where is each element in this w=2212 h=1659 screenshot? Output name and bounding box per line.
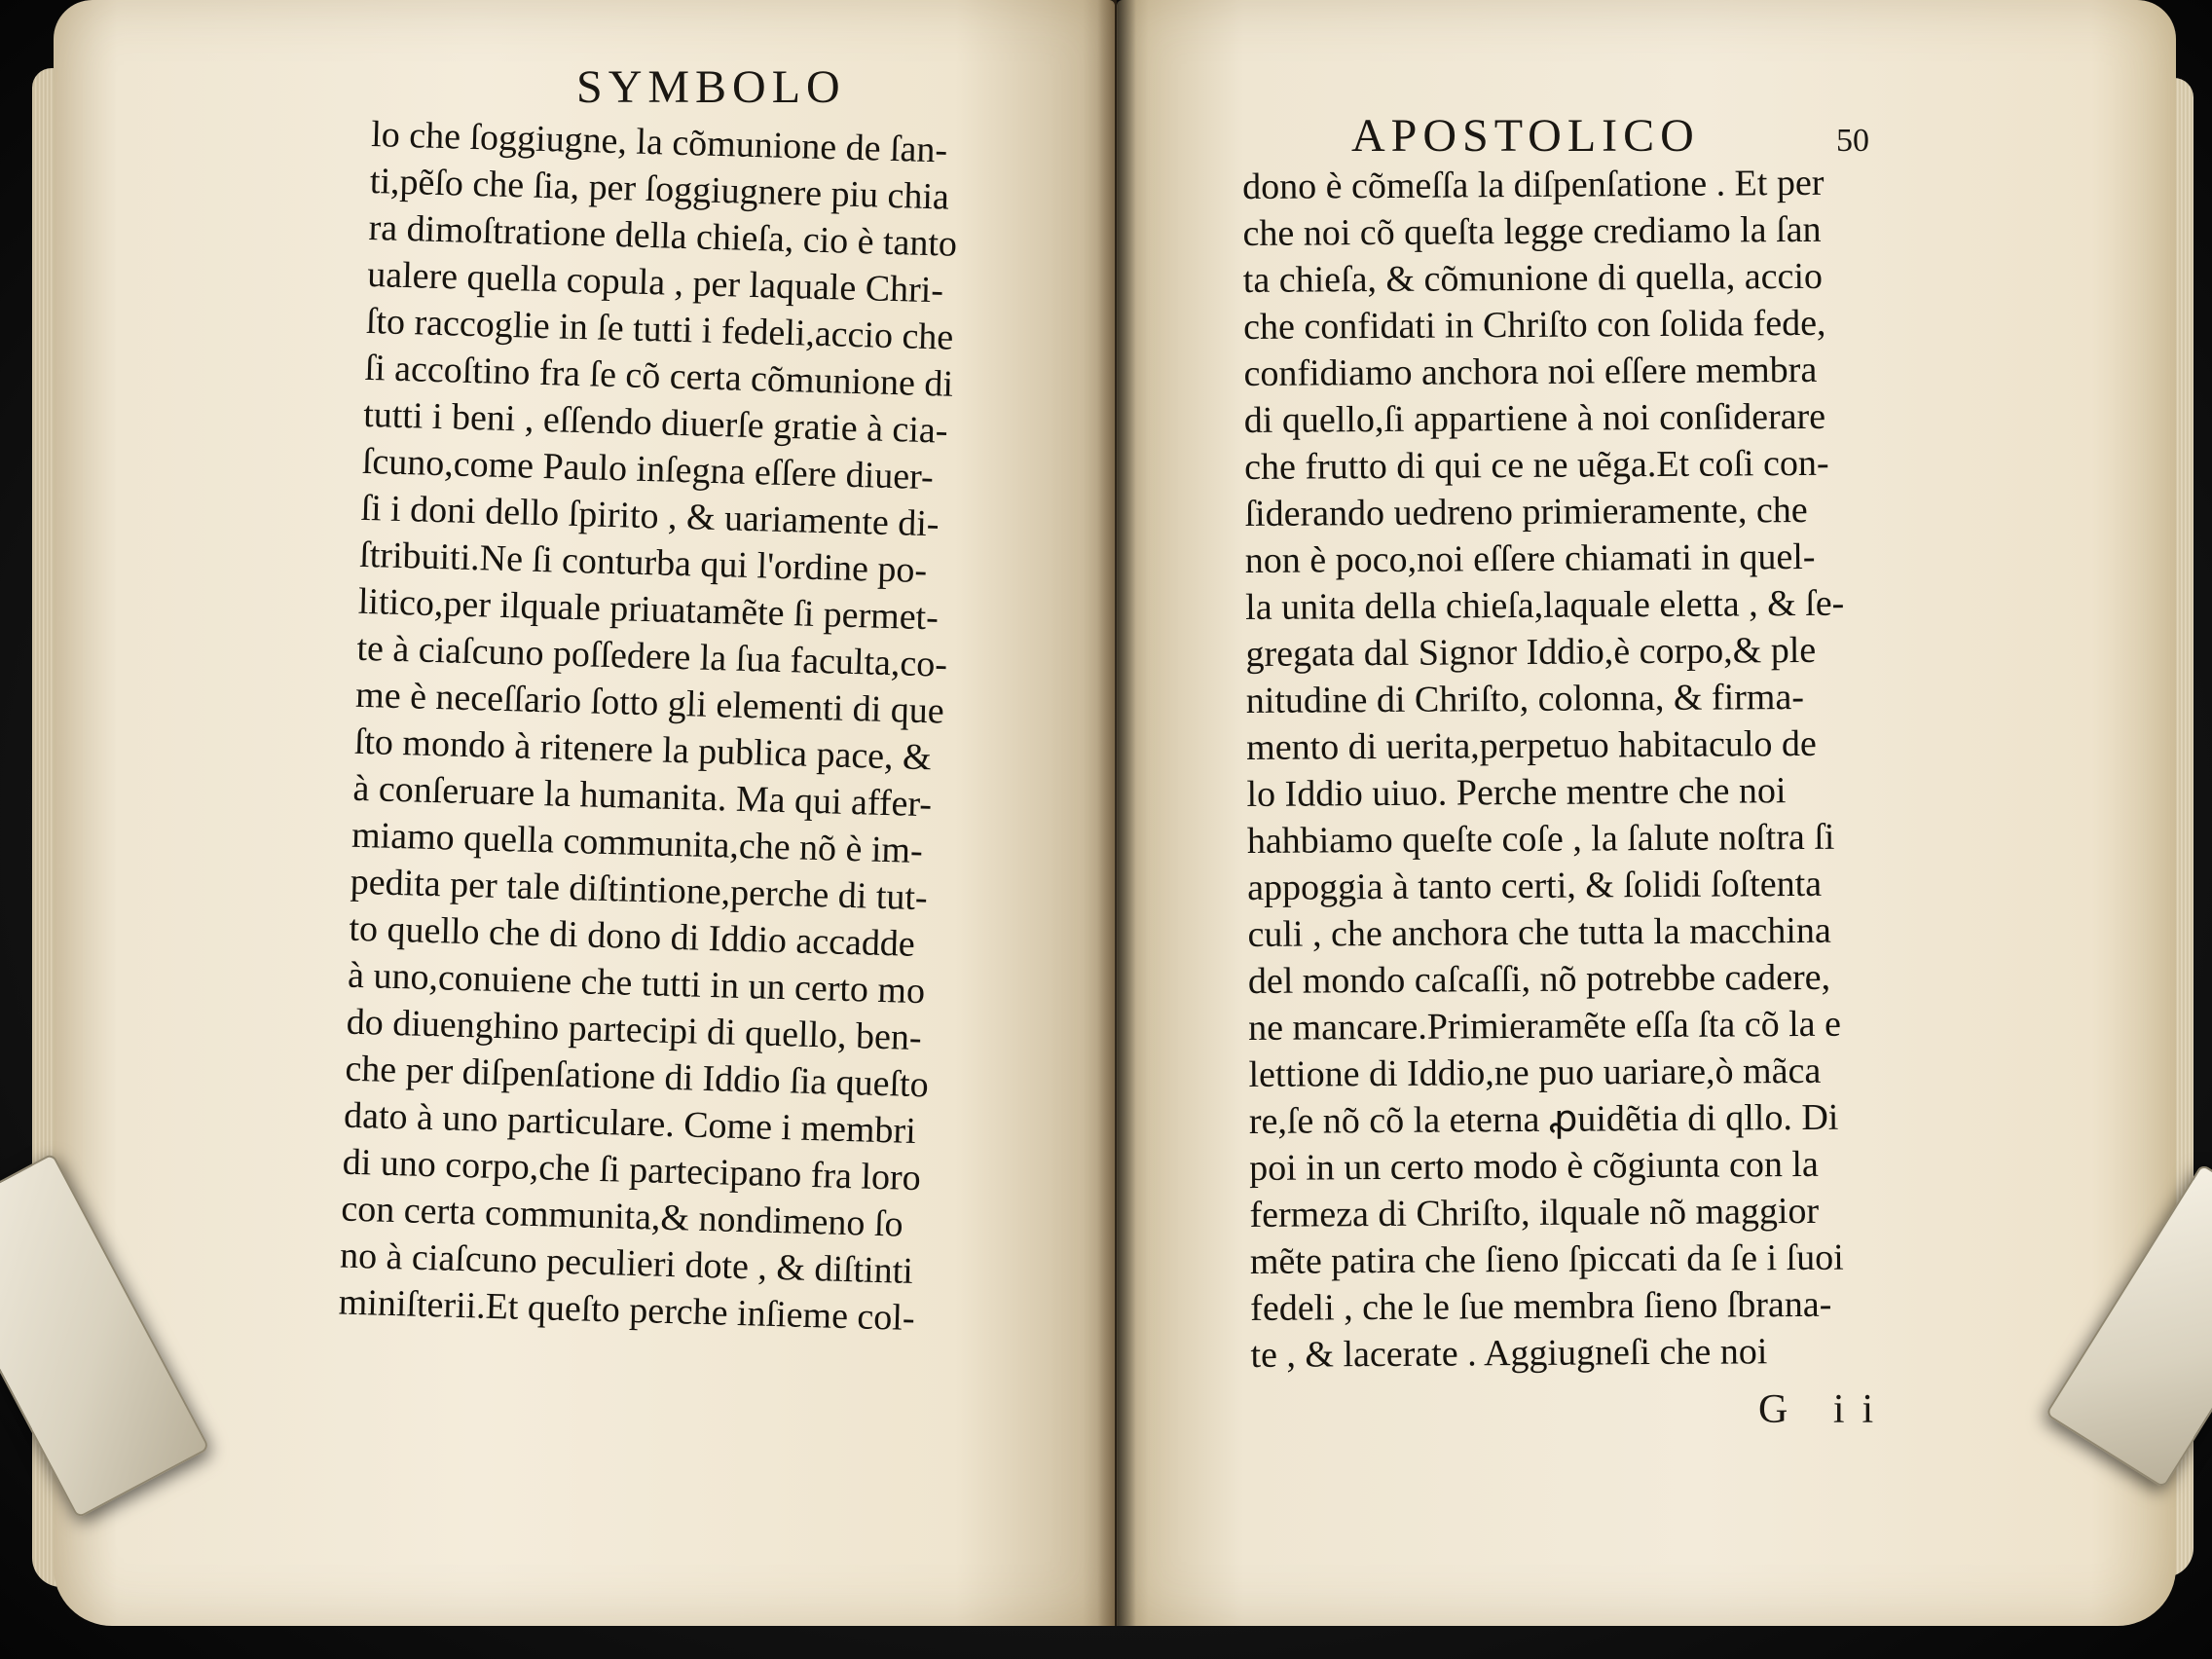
text-line: no à ciaſcuno peculieri dote , & diſtinti — [339, 1235, 914, 1292]
text-line: ualere quella copula , per laquale Chri- — [366, 253, 944, 312]
text-line: ſiderando uedreno primieramente, che — [1244, 489, 1808, 535]
text-line: del mondo caſcaſſi, nõ potrebbe cadere, — [1247, 956, 1831, 1002]
text-line: litico,per ilquale priuatamẽte ſi permet- — [357, 580, 940, 639]
left-running-head: SYMBOLO — [576, 61, 846, 113]
text-line: ſto raccoglie in ſe tutti i fedeli,accio che — [365, 300, 954, 358]
text-line: mẽte patira che ſieno ſpiccati da ſe i ſuoi — [1249, 1236, 1844, 1282]
text-line: re,ſe nõ cõ la eterna ꝓuidẽtia di qllo. Di — [1248, 1096, 1839, 1142]
text-line: to quello che di dono di Iddio accadde — [348, 907, 916, 965]
text-line: culi , che anchora che tutta la macchina — [1247, 909, 1831, 955]
page-number: 50 — [1836, 123, 1869, 159]
text-line: tutti i beni , eſſendo diuerſe gratie à cia- — [362, 393, 949, 452]
book-gutter — [1097, 0, 1136, 1626]
text-line: lo che ſoggiugne, la cõmunione de ſan- — [370, 113, 948, 171]
text-line: miamo quella communita,che nõ è im- — [350, 814, 924, 872]
text-line: non è poco,noi eſſere chiamati in quel- — [1244, 535, 1816, 581]
text-line: poi in un certo modo è cõgiunta con la — [1249, 1143, 1819, 1189]
left-page-text — [338, 111, 962, 1342]
text-line: che frutto di qui ce ne uẽga.Et coſi con- — [1244, 442, 1829, 488]
text-line: di uno corpo,che ſi partecipano fra loro — [342, 1141, 922, 1199]
text-line: ti,pẽſo che ſia, per ſoggiugnere piu chia — [369, 160, 950, 218]
text-line: dono è cõmeſſa la diſpenſatione . Et per — [1242, 162, 1825, 207]
text-line: confidiamo anchora noi eſſere membra — [1243, 349, 1818, 394]
text-line: ſto mondo à ritenere la publica pace, & — [353, 720, 933, 779]
text-line: con certa communita,& nondimeno ſo — [340, 1188, 904, 1245]
text-line: ſi accoſtino fra ſe cõ certa cõmunione di — [364, 347, 954, 405]
text-line: fedeli , che le ſue membra ſieno ſbrana- — [1250, 1283, 1832, 1329]
text-line: ta chieſa, & cõmunione di quella, accio — [1242, 255, 1824, 301]
text-line: à uno,conuiene che tutti in un certo mo — [347, 954, 926, 1013]
right-page-text — [1242, 160, 1850, 1379]
text-line: che per diſpenſatione di Iddio ſia queſto — [344, 1048, 930, 1106]
text-line: ſtribuiti.Ne ſi conturba qui l'ordine po- — [358, 534, 928, 592]
text-line: pedita per tale diſtintione,perche di tut- — [350, 861, 929, 919]
text-line: che confidati in Chriſto con ſolida fede, — [1243, 302, 1826, 348]
text-line: la unita della chieſa,laquale eletta , & ſe- — [1245, 582, 1845, 628]
text-line: ne mancare.Primieramẽte eſſa ſta cõ la e — [1248, 1003, 1842, 1049]
text-line: gregata dal Signor Iddio,è corpo,& ple — [1245, 629, 1817, 675]
text-line: di quello,ſi appartiene à noi conſiderare — [1243, 395, 1826, 441]
text-line: ra dimoſtratione della chieſa, cio è tanto — [368, 206, 958, 265]
text-line: hahbiamo queſte coſe , la ſalute noſtra ſi — [1246, 816, 1835, 862]
text-line: te , & lacerate . Aggiugneſi che noi — [1250, 1331, 1768, 1376]
right-running-head: APOSTOLICO — [1351, 110, 1700, 162]
text-line: che noi cõ queſta legge crediamo la ſan — [1242, 208, 1822, 254]
text-line: lettione di Iddio,ne puo uariare,ò mãca — [1248, 1050, 1822, 1095]
text-line: ſcuno,come Paulo inſegna eſſere diuer- — [361, 440, 935, 498]
text-line: appoggia à tanto certi, & ſolidi ſoſtenta — [1247, 863, 1823, 908]
text-line: te à ciaſcuno poſſedere la ſua faculta,co- — [356, 627, 948, 685]
text-line: mento di uerita,perpetuo habitaculo de — [1246, 722, 1817, 768]
text-line: nitudine di Chriſto, colonna, & firma- — [1245, 676, 1805, 721]
text-line: do diuenghino partecipi di quello, ben- — [346, 1001, 923, 1059]
signature-mark: G ii — [1758, 1387, 1892, 1432]
text-line: ſi i doni dello ſpirito , & uariamente di- — [360, 487, 940, 545]
text-line: lo Iddio uiuo. Perche mentre che noi — [1246, 770, 1787, 815]
text-line: dato à uno particulare. Come i membri — [343, 1094, 917, 1153]
text-line: miniſterii.Et queſto perche inſieme col- — [338, 1281, 916, 1340]
text-line: à conſeruare la humanita. Ma qui affer- — [351, 767, 933, 826]
text-line: fermeza di Chriſto, ilquale nõ maggior — [1249, 1190, 1820, 1235]
text-line: me è neceſſario ſotto gli elementi di que — [354, 674, 945, 732]
